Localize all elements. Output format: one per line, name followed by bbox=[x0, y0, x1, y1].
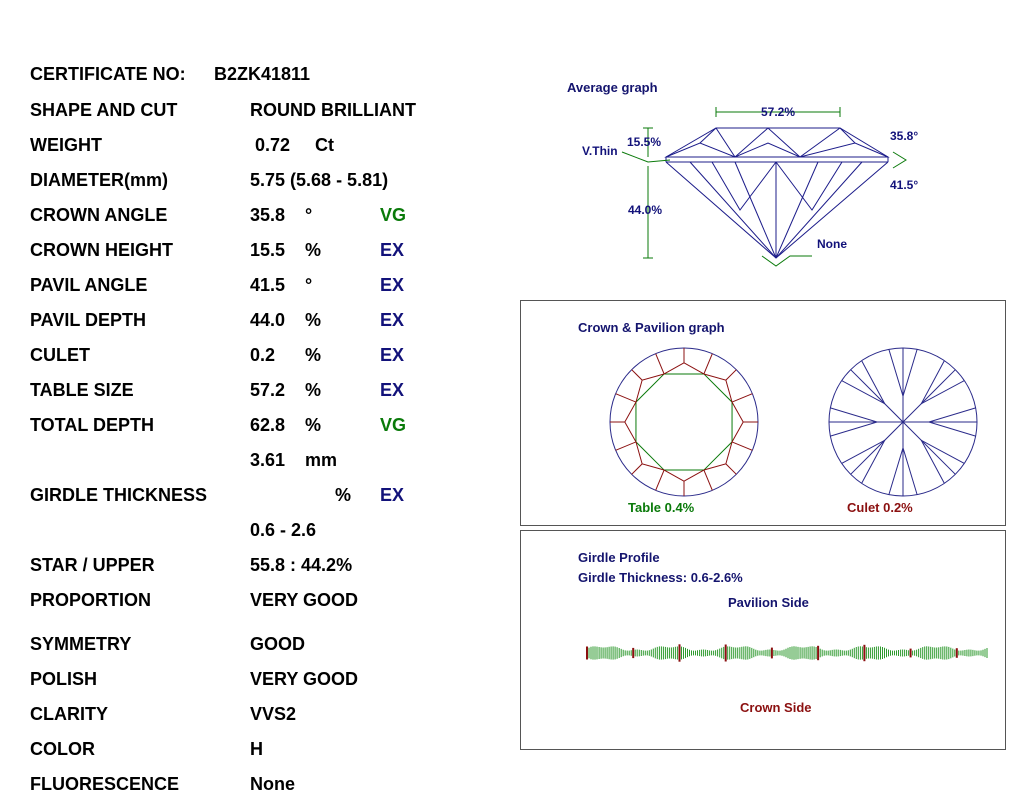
upper-girdle-edge bbox=[726, 464, 736, 474]
spec-value: VERY GOOD bbox=[250, 669, 359, 689]
spec-value: GOOD bbox=[250, 634, 306, 654]
kite-edge bbox=[656, 354, 664, 374]
upper-girdle-edge bbox=[726, 370, 736, 380]
pavilion-main-line bbox=[851, 370, 903, 422]
spec-label: SHAPE AND CUT bbox=[30, 100, 178, 120]
kite-edge bbox=[656, 470, 664, 490]
pavilion-graph-svg bbox=[823, 342, 983, 502]
table-caption: Table 0.4% bbox=[628, 500, 695, 515]
spec-value: 62.8 bbox=[250, 415, 286, 435]
star-facet bbox=[664, 363, 704, 374]
spec-grade: EX bbox=[380, 485, 405, 505]
kite-edge bbox=[704, 470, 712, 490]
crown-pavilion-panel bbox=[520, 300, 1006, 526]
spec-unit: Ct bbox=[305, 135, 334, 155]
spec-unit: % bbox=[305, 240, 322, 260]
spec-label: PROPORTION bbox=[30, 590, 152, 610]
culet-label-text: None bbox=[817, 237, 847, 251]
crown-pavilion-title: Crown & Pavilion graph bbox=[578, 320, 725, 335]
kite-edge bbox=[616, 394, 636, 402]
crown-side-label: Crown Side bbox=[740, 700, 812, 715]
spec-unit: ° bbox=[305, 275, 313, 295]
spec-unit: % bbox=[305, 485, 352, 505]
star-facet bbox=[625, 402, 636, 442]
kite-edge bbox=[732, 442, 752, 450]
spec-grade: EX bbox=[380, 345, 405, 365]
spec-unit: ° bbox=[305, 205, 313, 225]
spec-unit: % bbox=[305, 415, 322, 435]
certificate-label: CERTIFICATE NO: bbox=[30, 64, 186, 84]
spec-value: 55.8 : 44.2% bbox=[250, 555, 353, 575]
spec-value: VERY GOOD bbox=[250, 590, 359, 610]
kite-edge bbox=[704, 354, 712, 374]
crown-graph-svg bbox=[604, 342, 764, 502]
spec-label: PAVIL DEPTH bbox=[30, 310, 147, 330]
star-facet bbox=[732, 402, 743, 442]
upper-girdle-edge bbox=[632, 464, 642, 474]
star-facet bbox=[664, 470, 704, 481]
spec-label: FLUORESCENCE bbox=[30, 774, 180, 794]
spec-value: None bbox=[250, 774, 295, 794]
pavilion-angle-text: 41.5° bbox=[890, 178, 919, 192]
spec-value: 15.5 bbox=[250, 240, 286, 260]
girdle-profile-svg bbox=[585, 638, 995, 668]
spec-value: 41.5 bbox=[250, 275, 286, 295]
pavilion-main-line bbox=[851, 422, 903, 474]
girdle-thickness-text: Girdle Thickness: 0.6-2.6% bbox=[578, 570, 743, 585]
spec-grade: VG bbox=[380, 205, 407, 225]
spec-label: POLISH bbox=[30, 669, 98, 689]
pavilion-main-line bbox=[903, 370, 955, 422]
spec-label: CROWN ANGLE bbox=[30, 205, 168, 225]
spec-label: TABLE SIZE bbox=[30, 380, 134, 400]
spec-value: 35.8 bbox=[250, 205, 286, 225]
girdle-label-text: V.Thin bbox=[582, 144, 618, 158]
average-graph-title: Average graph bbox=[567, 80, 658, 95]
kite-edge bbox=[732, 394, 752, 402]
spec-value: 5.75 (5.68 - 5.81) bbox=[250, 170, 389, 190]
spec-value: 57.2 bbox=[250, 380, 286, 400]
spec-label: PAVIL ANGLE bbox=[30, 275, 148, 295]
spec-unit: % bbox=[305, 310, 322, 330]
spec-value: 0.2 bbox=[250, 345, 276, 365]
spec-value: 0.6 - 2.6 bbox=[250, 520, 317, 540]
pavilion-side-label: Pavilion Side bbox=[728, 595, 809, 610]
spec-value: 3.61 bbox=[250, 450, 286, 470]
spec-value: ROUND BRILLIANT bbox=[250, 100, 416, 120]
spec-label: STAR / UPPER bbox=[30, 555, 155, 575]
spec-grade: EX bbox=[380, 380, 405, 400]
spec-value: 44.0 bbox=[250, 310, 286, 330]
certificate-number: B2ZK41811 bbox=[214, 64, 311, 84]
spec-value: 0.72 bbox=[250, 135, 291, 155]
culet-caption: Culet 0.2% bbox=[847, 500, 913, 515]
pavilion-depth-text: 44.0% bbox=[628, 203, 663, 217]
spec-value: VVS2 bbox=[250, 704, 297, 724]
spec-value: H bbox=[250, 739, 263, 759]
spec-label: CLARITY bbox=[30, 704, 108, 724]
spec-label: WEIGHT bbox=[30, 135, 102, 155]
spec-label: DIAMETER(mm) bbox=[30, 170, 168, 190]
spec-label: CROWN HEIGHT bbox=[30, 240, 173, 260]
spec-label: CULET bbox=[30, 345, 90, 365]
girdle-profile-panel bbox=[520, 530, 1006, 750]
spec-unit: % bbox=[305, 380, 322, 400]
spec-label: COLOR bbox=[30, 739, 95, 759]
crown-angle-text: 35.8° bbox=[890, 129, 919, 143]
pavilion-main-line bbox=[903, 422, 955, 474]
spec-label: GIRDLE THICKNESS bbox=[30, 485, 208, 505]
crown-height-text: 15.5% bbox=[627, 135, 662, 149]
kite-edge bbox=[616, 442, 636, 450]
spec-grade: VG bbox=[380, 415, 407, 435]
spec-label: SYMMETRY bbox=[30, 634, 132, 654]
table-pct-text: 57.2% bbox=[760, 105, 796, 119]
spec-grade: EX bbox=[380, 275, 405, 295]
spec-unit: mm bbox=[305, 450, 338, 470]
spec-unit: % bbox=[305, 345, 322, 365]
spec-grade: EX bbox=[380, 240, 405, 260]
upper-girdle-edge bbox=[632, 370, 642, 380]
table-octagon bbox=[636, 374, 732, 470]
spec-label: TOTAL DEPTH bbox=[30, 415, 155, 435]
girdle-profile-title: Girdle Profile bbox=[578, 550, 660, 565]
spec-grade: EX bbox=[380, 310, 405, 330]
